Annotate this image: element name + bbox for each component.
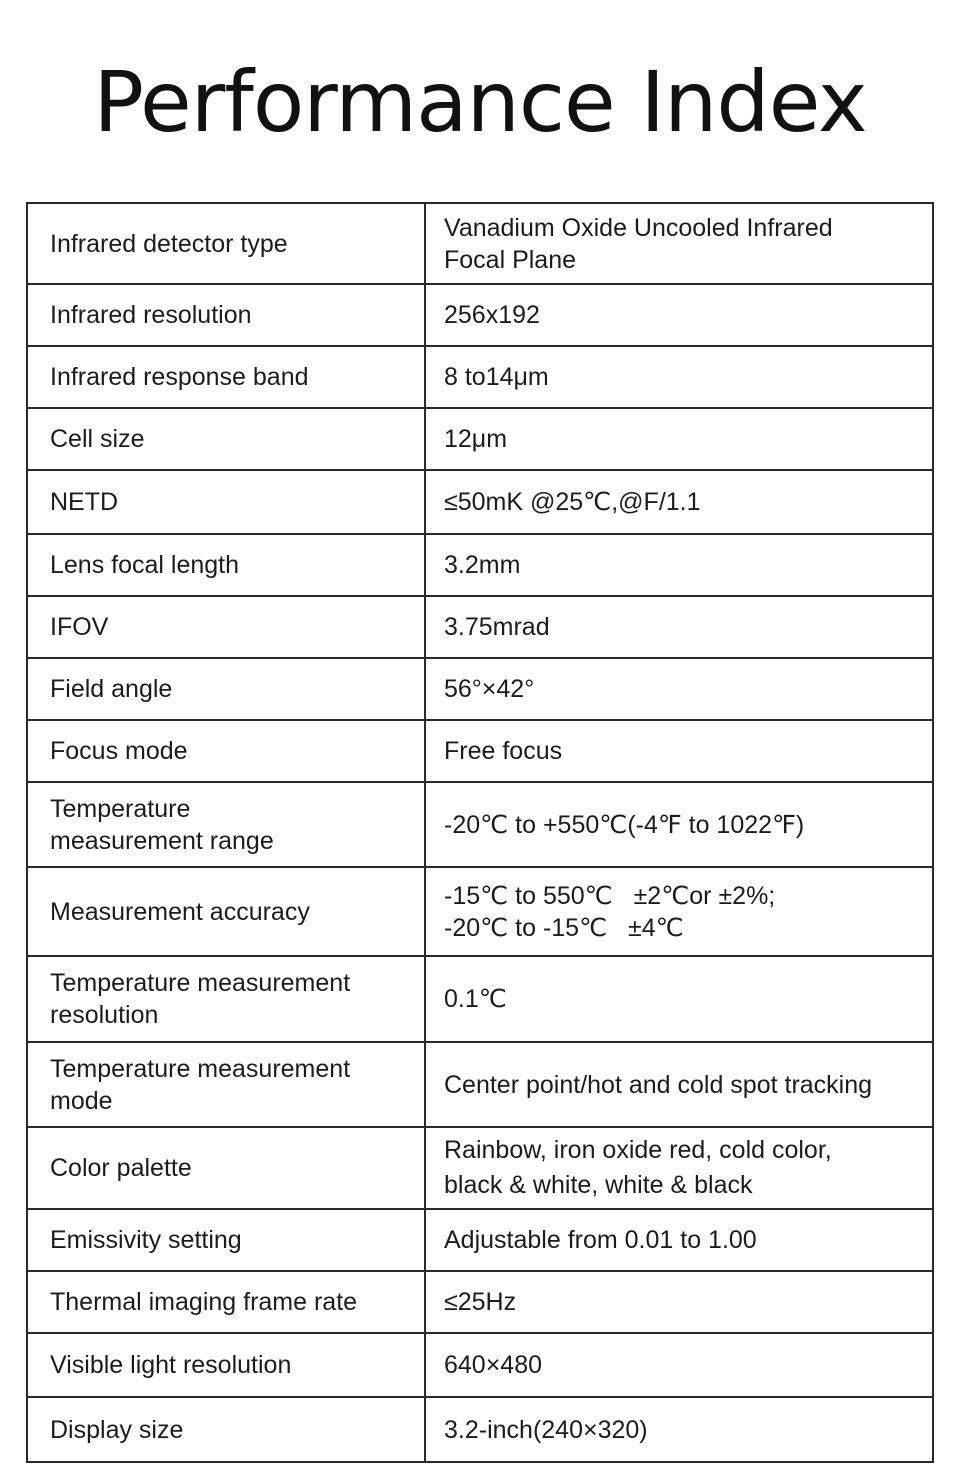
spec-label: Display size [27,1397,425,1462]
spec-row [27,1042,933,1127]
spec-row [27,203,933,284]
spec-label: Infrared detector type [27,203,425,284]
spec-label: Infrared response band [27,346,425,408]
spec-label: NETD [27,470,425,534]
spec-label: Focus mode [27,720,425,782]
spec-row [27,1209,933,1271]
spec-row [27,782,933,867]
spec-value: ≤50mK @25℃,@F/1.1 [425,470,933,534]
spec-row [27,408,933,470]
spec-row [27,1271,933,1333]
spec-value: 56°×42° [425,658,933,720]
spec-label: Field angle [27,658,425,720]
spec-value: 3.2-inch(240×320) [425,1397,933,1462]
spec-row [27,956,933,1042]
spec-row [27,596,933,658]
spec-row [27,1127,933,1209]
spec-row [27,1397,933,1462]
spec-value: 0.1℃ [425,956,933,1042]
spec-label: Measurement accuracy [27,867,425,956]
spec-row [27,284,933,346]
spec-label: Thermal imaging frame rate [27,1271,425,1333]
spec-table [26,202,934,1463]
spec-label: Cell size [27,408,425,470]
spec-row [27,658,933,720]
spec-label: Visible light resolution [27,1333,425,1397]
spec-value: 256x192 [425,284,933,346]
spec-row [27,720,933,782]
spec-value: ≤25Hz [425,1271,933,1333]
spec-value: -20℃ to +550℃(-4℉ to 1022℉) [425,782,933,867]
spec-label: Color palette [27,1127,425,1209]
spec-label: IFOV [27,596,425,658]
spec-value: Center point/hot and cold spot tracking [425,1042,933,1127]
spec-label: Temperature measurement mode [27,1042,425,1127]
spec-value: 8 to14μm [425,346,933,408]
spec-label: Lens focal length [27,534,425,596]
spec-value: Adjustable from 0.01 to 1.00 [425,1209,933,1271]
spec-row [27,1333,933,1397]
page-title: Performance Index [93,53,867,151]
spec-row [27,867,933,956]
spec-value: Free focus [425,720,933,782]
spec-row [27,470,933,534]
spec-label: Infrared resolution [27,284,425,346]
spec-row [27,346,933,408]
spec-label: Temperature measurement resolution [27,956,425,1042]
spec-value: Rainbow, iron oxide red, cold color, black & white, white & black [425,1127,933,1209]
spec-row [27,534,933,596]
spec-value: -15℃ to 550℃ ±2℃or ±2%; -20℃ to -15℃ ±4℃ [425,867,933,956]
spec-value: 12μm [425,408,933,470]
spec-value: 640×480 [425,1333,933,1397]
spec-value: 3.2mm [425,534,933,596]
spec-value: 3.75mrad [425,596,933,658]
spec-label: Emissivity setting [27,1209,425,1271]
spec-label: Temperature measurement range [27,782,425,867]
spec-value: Vanadium Oxide Uncooled Infrared Focal Plane [425,203,933,284]
